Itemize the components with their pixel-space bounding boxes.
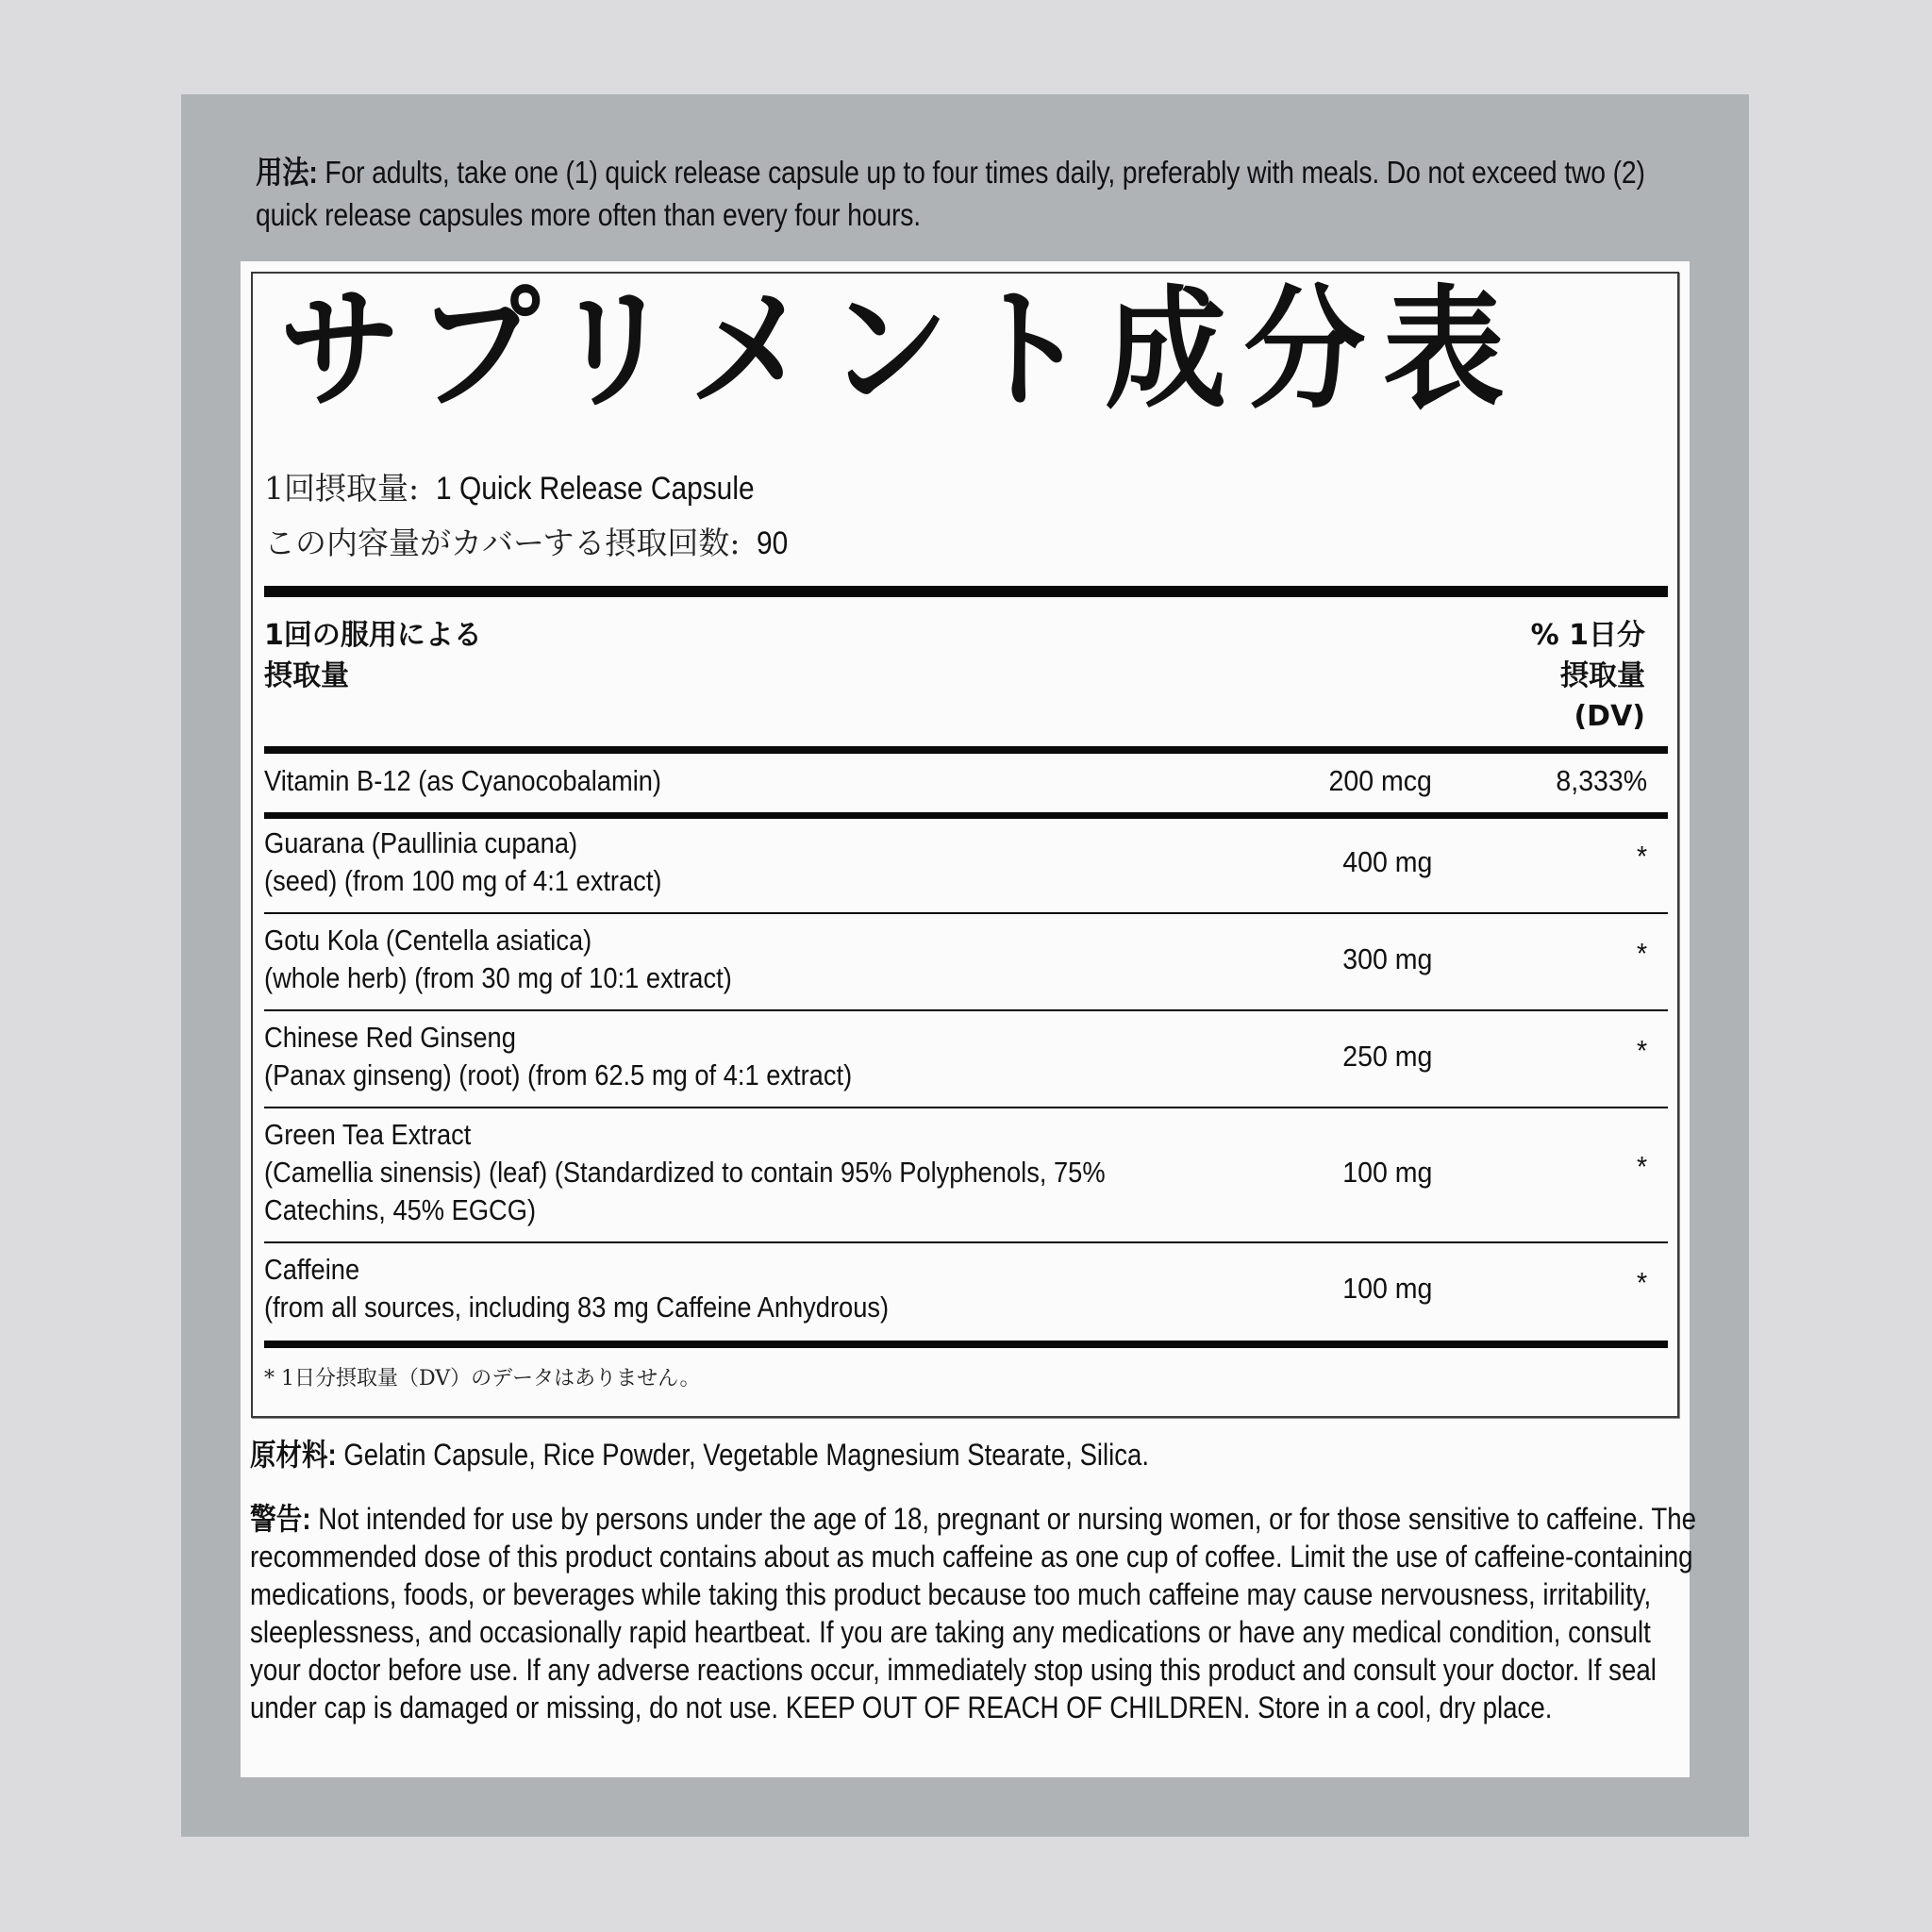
thick-rule-bottom [264,1341,1668,1348]
amount-header-line2: 摂取量 [264,659,349,692]
ingredient-name-line1: Green Tea Extract [264,1118,472,1151]
ingredient-name-line3: Catechins, 45% EGCG) [264,1193,537,1226]
dv-header-line2: 摂取量 [1560,659,1645,692]
other-ingredients-label: 原材料: [250,1438,337,1472]
ingredient-name [264,1116,1106,1229]
ingredient-name-line2: (Camellia sinensis) (leaf) (Standardized to contain 95% Polyphenols, 75% [264,1156,1106,1189]
servings-per-container-label: この内容量がカバーする摂取回数: [264,525,741,561]
ingredient-name [264,762,661,800]
amount-header-line1: 1回の服用による [264,619,482,652]
ingredient-dv: * [1636,840,1647,873]
other-ingredients-text: Gelatin Capsule, Rice Powder, Vegetable Magnesium Stearate, Silica. [336,1438,1149,1472]
ingredient-name [264,824,661,900]
ingredient-amount: 400 mg [1341,845,1432,878]
daily-value-footnote: * 1日分摂取量（DV）のデータはありません。 [264,1367,701,1391]
warning-label: 警告: [250,1502,311,1536]
ingredient-amount: 250 mg [1341,1040,1432,1073]
amount-per-serving-header [264,615,482,696]
table-row [264,762,1668,811]
ingredient-dv: 8,333% [1556,764,1647,797]
ingredient-amount: 200 mcg [1328,764,1432,797]
table-row [264,922,1668,1016]
thin-rule [264,1107,1668,1108]
thick-rule-header [264,746,1668,754]
directions-label: 用法: [256,155,318,190]
table-row [264,824,1668,919]
ingredient-dv: * [1636,1034,1647,1067]
warning-text: Not intended for use by persons under the age of 18, pregnant or nursing women, or for those sensitive to caffeine. The recommended dose of this product contains about as much caffeine as one cup of coffee. Limit the use of caffeine-containing medications, foods, or beverages while taking this product because too much caffeine may cause nervousness, irritability, sleeplessness, and occasionally rapid heartbeat. If you are taking any medications or have any medical condition, consult your doctor before use. If any adverse reactions occur, immediately stop using this product and consult your doctor. If seal under cap is damaged or missing, do not use. KEEP OUT OF REACH OF CHILDREN. Store in a cool, dry place. [250,1502,1697,1724]
ingredient-name-line1: Vitamin B-12 (as Cyanocobalamin) [264,764,662,797]
servings-per-container-value: 90 [757,525,789,561]
ingredient-name [264,922,732,997]
serving-size [264,470,798,508]
thin-rule [264,1009,1668,1011]
thin-rule [264,1241,1668,1243]
daily-value-header [1531,615,1645,737]
servings-per-container [264,525,792,562]
ingredient-name-line1: Guarana (Paullinia cupana) [264,826,578,859]
facts-title: サプリメント成分表 [279,274,1523,427]
ingredient-name [264,1019,852,1094]
thin-rule [264,912,1668,914]
ingredient-name-line1: Chinese Red Ginseng [264,1021,516,1054]
serving-size-value: 1 Quick Release Capsule [436,471,755,507]
table-row [264,1251,1668,1345]
ingredient-name-line1: Gotu Kola (Centella asiatica) [264,924,592,957]
ingredient-name [264,1251,889,1326]
thick-rule-top [264,586,1668,597]
ingredient-name-line2: (from all sources, including 83 mg Caffeine Anhydrous) [264,1291,890,1324]
dv-header-line3: (DV) [1574,700,1645,733]
table-row [264,1019,1668,1113]
ingredient-name-line2: (Panax ginseng) (root) (from 62.5 mg of 4:1 extract) [264,1058,853,1091]
thick-rule-b12 [264,812,1668,819]
ingredient-dv: * [1636,1266,1647,1299]
ingredient-name-line1: Caffeine [264,1253,360,1286]
dv-header-line1: % 1日分 [1530,619,1645,652]
warning [250,1500,1703,1726]
table-row [264,1116,1668,1248]
supplement-facts-box [251,272,1679,1418]
ingredient-amount: 300 mg [1341,942,1432,975]
directions-body: For adults, take one (1) quick release capsule up to four times daily, preferably with meals. Do not exceed two (2) quick release capsules more often than every four hours. [256,155,1645,232]
ingredient-dv: * [1636,1150,1647,1183]
ingredient-amount: 100 mg [1341,1272,1432,1305]
ingredient-name-line2: (seed) (from 100 mg of 4:1 extract) [264,864,662,897]
directions-text [256,151,1684,236]
ingredient-amount: 100 mg [1341,1156,1432,1189]
ingredient-dv: * [1636,937,1647,970]
serving-size-label: 1回摂取量: [264,470,420,507]
ingredient-name-line2: (whole herb) (from 30 mg of 10:1 extract) [264,961,732,994]
other-ingredients [250,1436,1149,1474]
